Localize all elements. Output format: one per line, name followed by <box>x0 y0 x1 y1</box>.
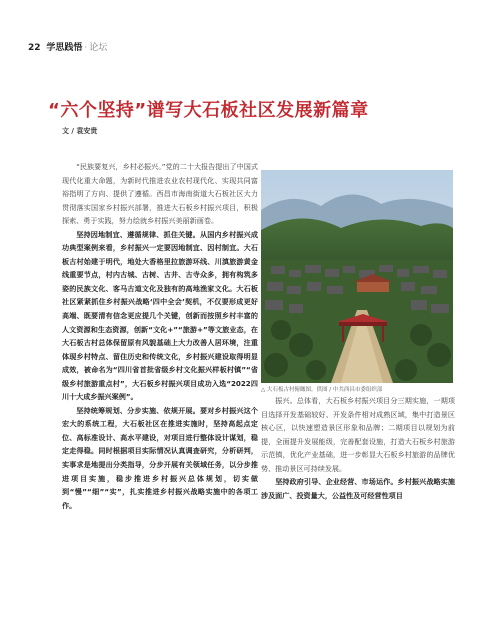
left-column <box>62 160 258 512</box>
paragraph-continued: 振兴。总体看，大石板乡村振兴项目分三期实施，一期项目选择开发基础较好、开发条件相对成熟区域，集中打造景区核心区，以快速塑造景区形象和品牌；二期项目以规划为前提，全面提升发展能级，完善配套设施，打造大石板乡村旅游示范镇，优化产业基础，进一步彰显大石板乡村旅游的品牌优势、推动景区可持续发展。 <box>261 396 455 473</box>
publication-name: 学思践悟 <box>46 43 83 53</box>
section-name: 论坛 <box>89 43 108 53</box>
page-number: 22 <box>28 43 41 53</box>
paragraph-intro: “民族要复兴，乡村必振兴。”党的二十大报告提出了中国式现代化重大命题，为新时代推进农业农村现代化、实现共同富裕指明了方向、提供了遵循。西昌市海南街道大石板社区大力贯彻落实国家乡村振兴部署，推进大石板乡村振兴项目，积极探索、勇于实践，努力绘就乡村振兴美丽新画卷。 <box>62 162 258 226</box>
paragraph-subsection-1: 坚持因地制宜、遵循规律、抓住关键。从国内乡村振兴成功典型案例来看，乡村振兴一定要因地制宜、因村制宜。大石板古村始建于明代，地处大香格里拉旅游环线、川滇旅游黄金线重要节点，村内古城、古树、古井、古寺众多，拥有构筑多姿的民族文化、客马古道文化及独有的高地渔家文化。大石板社区紧紧抓住乡村振兴战略‘四中全会’契机，不仅要形成更好高端、既要清有信念更应提几个关键，创新而按照乡村丰富的人文资源和生态资源，创新“文化+”“旅游+”等文旅业态，在大石板古村总体保留原有风貌基础上大力改善人居环境，注重体现乡村特点、留住历史和传统文化，乡村振兴建设取得明显成效，被命名为“四川省首批省级乡村文化振兴样板村镇”“省级乡村旅游重点村”，大石板乡村振兴项目成功入选“2022四川十大成乡振兴案例”。 <box>62 229 258 402</box>
right-column <box>261 394 455 502</box>
village-aerial-photo <box>261 170 453 383</box>
separator-dot: · <box>84 43 88 53</box>
page-header <box>28 40 107 54</box>
paragraph-subsection-3: 坚持政府引导、企业经营、市场运作。乡村振兴战略实施涉及面广、投资量大，公益性及可经营性项目 <box>261 477 455 500</box>
photo-illustration <box>261 170 453 383</box>
article-author: 文 / 袁安贵 <box>62 127 98 135</box>
photo-caption: △ 大石板古村俯瞰图。供图 / 中共西昌市委组织部 <box>261 387 383 393</box>
article-title: “六个坚持”谱写大石板社区发展新篇章 <box>48 100 369 121</box>
paragraph-subsection-2: 坚持统筹规划、分步实施、依规开展。要对乡村振兴这个宏大的系统工程，大石板社区在推进实施时，坚持高起点定位、高标准设计、高水平建设，对项目进行整体设计谋划，稳定走得稳。同时根据项目实际情况认真调查研究，分析研判，实事求是地提出分类指导，分步开展有关领域任务，以分步推进项目实施，稳步推进乡村振兴总体规划，切实做到“慢”“细”“实”，扎实推进乡村振兴战略实施中的各项工作。 <box>62 405 258 510</box>
